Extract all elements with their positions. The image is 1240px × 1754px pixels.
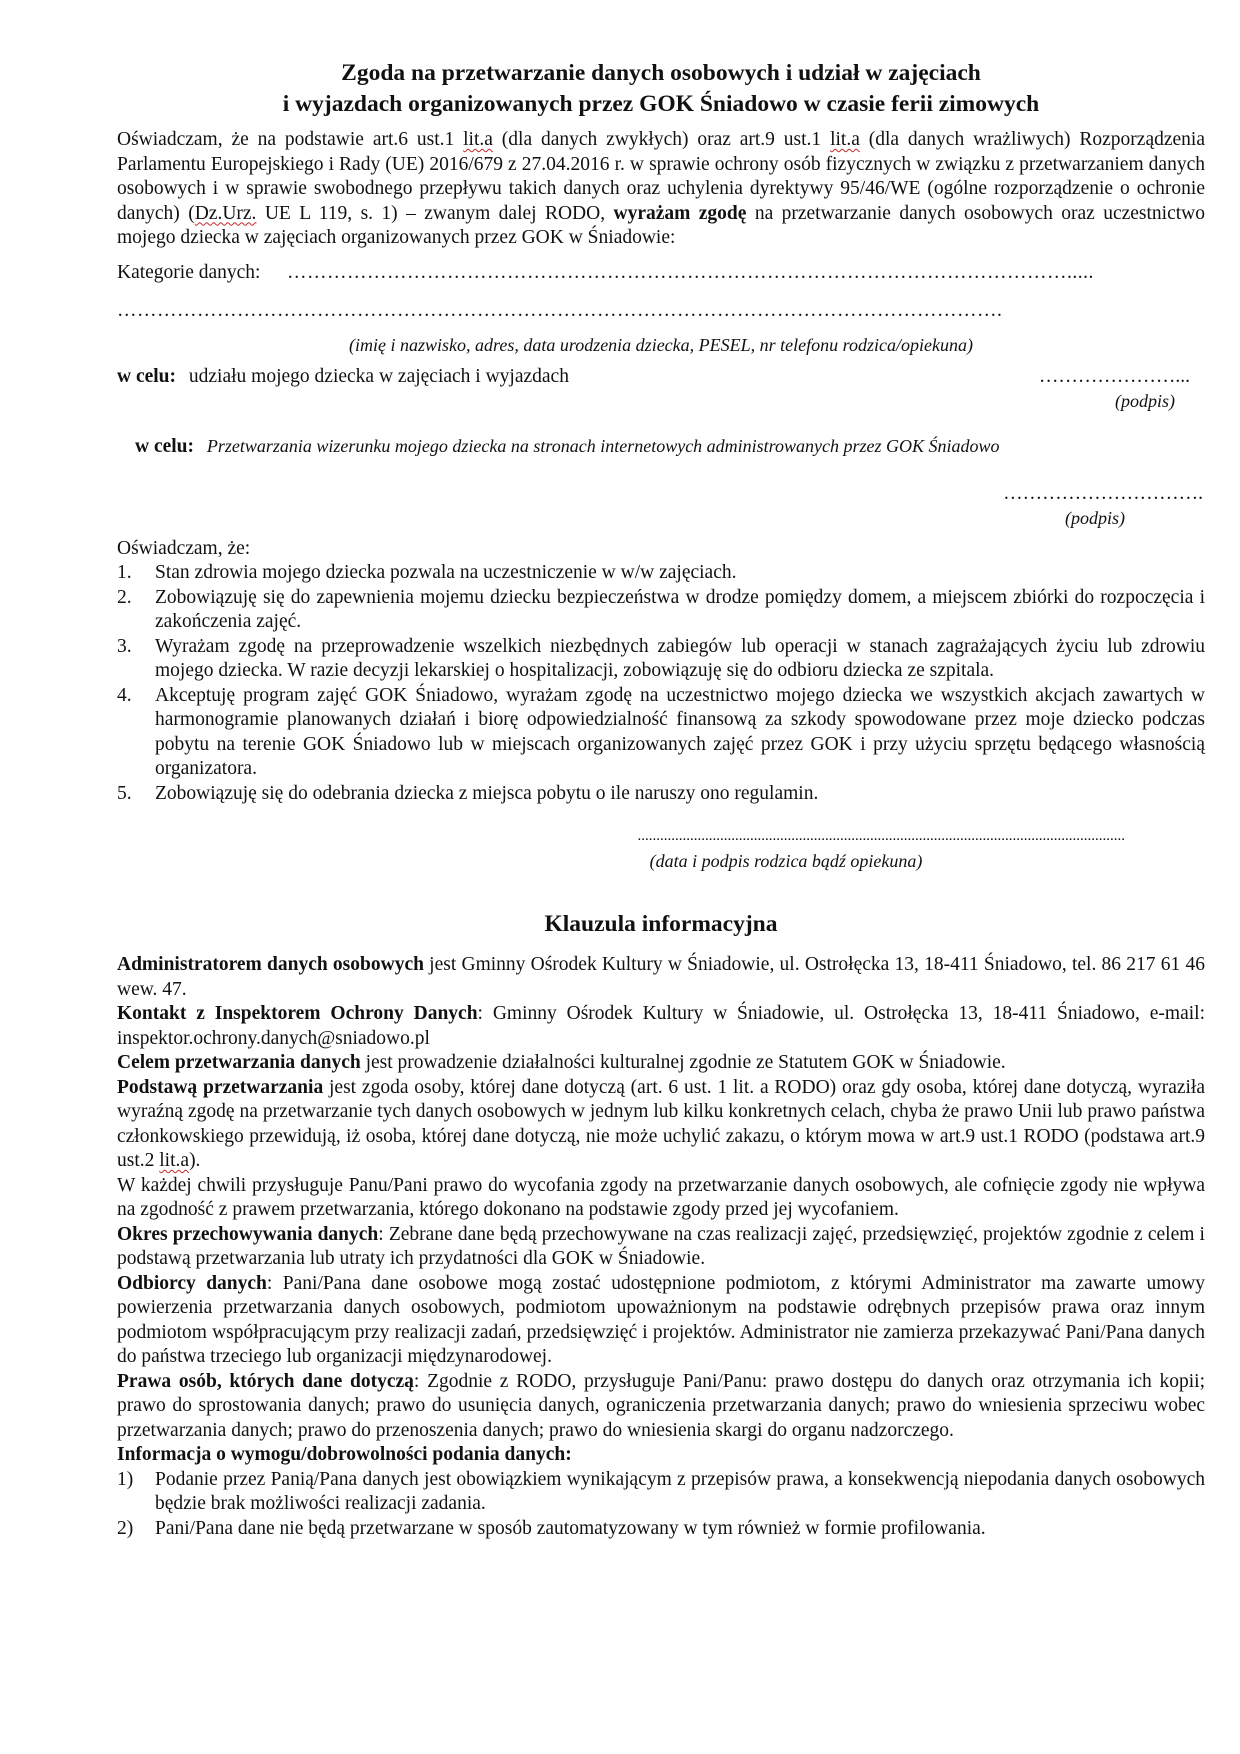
- categories-dots-2[interactable]: …………………………………………………………………………………………………………………….: [117, 299, 1003, 321]
- declaration-item-number: 3.: [117, 635, 132, 657]
- clause-basis-end: ).: [189, 1150, 201, 1171]
- info-item-number: 1): [117, 1468, 134, 1490]
- declaration-item: [117, 635, 1205, 684]
- categories-row-2: [117, 299, 1205, 323]
- purpose-1-signature-label: (podpis): [1115, 391, 1175, 411]
- declaration-item: [117, 684, 1205, 782]
- clause-iod-bold: Kontakt z Inspektorem Ochrony Danych: [117, 1003, 478, 1024]
- declaration-list: [117, 561, 1205, 806]
- declaration-item-text: Zobowiązuję się do odebrania dziecka z miejsca pobytu o ile naruszy ono regulamin.: [155, 782, 819, 804]
- clause-rights-bold: Prawa osób, których dane dotyczą: [117, 1370, 414, 1392]
- clause-basis-bold: Podstawą przetwarzania: [117, 1076, 324, 1098]
- declaration-item: [117, 561, 1205, 586]
- purpose-1-row: [117, 365, 1205, 389]
- clause-recipients-text: : Pani/Pana dane osobowe mogą zostać udostępnione podmiotom, z którymi Administrator ma zawarte umowy powierzenia przetwarzania danych osobowych, podmiotom upoważnionym na podstawie odrębnych przepisów prawa oraz innym podmiotom współpracującym przy realizacji zadań, przedsięwzięć i projektów. Administrator nie zamierza przekazywać Pani/Pana danych do państwa trzeciego lub organizacji międzynarodowej.: [117, 1272, 1205, 1367]
- purpose-2-signature-label: (podpis): [1065, 508, 1125, 528]
- info-item: [117, 1468, 1205, 1517]
- clause-recipients: [117, 1272, 1205, 1370]
- clause-basis: [117, 1076, 1205, 1174]
- purpose-2-text: Przetwarzania wizerunku mojego dziecka na stronach internetowych administrowanych przez GOK Śniadowo: [206, 435, 1000, 456]
- consent-lit-2: lit.a: [830, 129, 860, 150]
- consent-text-b: (dla danych zwykłych) oraz art.9 ust.1: [492, 129, 831, 150]
- parent-signature-field[interactable]: ..................................................................................................................................: [637, 828, 1125, 844]
- clause-basis-lit: lit.a: [159, 1150, 190, 1171]
- info-item-number: 2): [117, 1517, 134, 1539]
- clause-info-heading: [117, 1443, 1205, 1468]
- consent-dzurz: Dz.Urz.: [194, 202, 257, 224]
- categories-label: Kategorie danych:: [117, 261, 261, 283]
- purpose-1-label: w celu:: [117, 366, 177, 387]
- declaration-item-number: 4.: [117, 684, 132, 706]
- consent-paragraph: [117, 128, 1205, 251]
- declaration-item-text: Wyrażam zgodę na przeprowadzenie wszelkich niezbędnych zabiegów lub operacji w stanach zagrażających życiu lub zdrowiu mojego dziecka. W razie decyzji lekarskiej o hospitalizacji, zobowiązuję się do odbioru dziecka ze szpitala.: [155, 635, 1205, 681]
- declaration-item-number: 2.: [117, 586, 132, 608]
- purpose-2-signature-field[interactable]: ………………………….: [1003, 482, 1203, 504]
- purpose-2-row: [117, 434, 1205, 458]
- categories-dots[interactable]: ……………………………………………………………………………………………………….....: [287, 261, 1094, 283]
- declaration-item: [117, 782, 1205, 807]
- info-list: [117, 1468, 1205, 1542]
- info-item: [117, 1517, 1205, 1542]
- clause-basis-text: jest zgoda osoby, której dane dotyczą (art. 6 ust. 1 lit. a RODO) oraz gdy osoba, której dane dotyczą, wyraziła wyraźną zgodę na przetwarzanie tych danych osobowych w jednym lub kilku konkretnych celach, chyba że prawo Unii lub prawo państwa członkowskiego przewidują, iż osoba, której dane dotyczą, nie może uchylić zakazu, o którym mowa w art.9 ust.1 RODO (podstawa art.9 ust.2: [117, 1076, 1205, 1171]
- document-page: [117, 58, 1205, 1541]
- consent-bold-agree: wyrażam zgodę: [613, 202, 747, 224]
- clause-period-text: : Zebrane dane będą przechowywane na czas realizacji zajęć, przedsięwzięć, projektów zgodnie z celem i podstawą przetwarzania lub utraty ich przydatności dla GOK w Śniadowie.: [117, 1223, 1205, 1269]
- purpose-1-signature-field[interactable]: …………………...: [1038, 366, 1190, 387]
- clause-iod-text: : Gminny Ośrodek Kultury w Śniadowie, ul. Ostrołęcka 13, 18-411 Śniadowo, e-mail: inspektor.ochrony.danych@sniadowo.pl: [117, 1003, 1205, 1049]
- purpose-1-text: udziału mojego dziecka w zajęciach i wyjazdach: [188, 366, 569, 387]
- declaration-item-text: Stan zdrowia mojego dziecka pozwala na uczestniczenie w w/w zajęciach.: [155, 562, 737, 583]
- consent-text-c: (dla danych wrażliwych) Rozporządzenia Parlamentu Europejskiego i Rady (UE) 2016/679 z 27.04.2016 r. w sprawie ochrony osób fizycznych w związku z przetwarzaniem danych osobowych i w sprawie swobodnego przepływu takich danych oraz uchylenia dyrektywy 95/46/WE (ogólne rozporządzenie o ochronie danych) (: [117, 129, 1205, 224]
- declaration-item-number: 1.: [117, 562, 132, 583]
- clause-info-bold: Informacja o wymogu/dobrowolności podania danych:: [117, 1444, 572, 1465]
- parent-signature-label: (data i podpis rodzica bądź opiekuna): [649, 850, 923, 871]
- declaration-item: [117, 586, 1205, 635]
- title-line-2: i wyjazdach organizowanych przez GOK Śniadowo w czasie ferii zimowych: [282, 91, 1040, 117]
- document-title: [117, 58, 1205, 120]
- declaration-item-text: Akceptuję program zajęć GOK Śniadowo, wyrażam zgodę na uczestnictwo mojego dziecka we wszystkich akcjach zawartych w harmonogramie planowanych działań i biorę odpowiedzialność finansową za szkody spowodowane przez moje dziecko podczas pobytu na terenie GOK Śniadowo lub w miejscach organizowanych zajęć przez GOK i przy użyciu sprzętu będącego własnością organizatora.: [155, 684, 1205, 779]
- title-line-1: Zgoda na przetwarzanie danych osobowych i udział w zajęciach: [341, 60, 981, 86]
- consent-lit-1: lit.a: [463, 129, 493, 150]
- clause-admin: [117, 953, 1205, 1002]
- consent-text-d: UE L 119, s. 1) – zwanym dalej RODO,: [256, 202, 614, 224]
- clause-purpose-text: jest prowadzenie działalności kulturalnej zgodnie ze Statutem GOK w Śniadowie.: [360, 1052, 1006, 1073]
- clause-period-bold: Okres przechowywania danych: [117, 1223, 379, 1245]
- clause-admin-text: jest Gminny Ośrodek Kultury w Śniadowie, ul. Ostrołęcka 13, 18-411 Śniadowo, tel. 86 217 61 46 wew. 47.: [117, 954, 1205, 1000]
- info-item-text: Pani/Pana dane nie będą przetwarzane w sposób zautomatyzowany w tym również w formie profilowania.: [155, 1517, 986, 1539]
- clause-purpose-bold: Celem przetwarzania danych: [117, 1052, 361, 1073]
- consent-text-a: Oświadczam, że na podstawie art.6 ust.1: [117, 129, 464, 150]
- declaration-item-number: 5.: [117, 782, 132, 804]
- consent-text-e: na przetwarzanie danych osobowych oraz uczestnictwo mojego dziecka w zajęciach organizowanych przez GOK w Śniadowie:: [117, 202, 1206, 248]
- clause-admin-bold: Administratorem danych osobowych: [117, 954, 424, 975]
- clause-recipients-bold: Odbiorcy danych: [117, 1272, 267, 1294]
- categories-row: [117, 261, 1205, 285]
- declaration-item-text: Zobowiązuję się do zapewnienia mojemu dziecku bezpieczeństwa w drodze pomiędzy domem, a miejscem zbiórki do rozpoczęcia i zakończenia zajęć.: [155, 586, 1205, 632]
- clause-iod: [117, 1002, 1205, 1051]
- clause-rights-text: : Zgodnie z RODO, przysługuje Pani/Panu: prawo dostępu do danych oraz otrzymania ich kopii; prawo do sprostowania danych; prawo do usunięcia danych, ograniczenia przetwarzania danych; prawo do wniesienia sprzeciwu wobec przetwarzania danych; prawo do przenoszenia danych; prawo do wniesienia skargi do organu nadzorczego.: [117, 1370, 1205, 1441]
- categories-hint: (imię i nazwisko, adres, data urodzenia dziecka, PESEL, nr telefonu rodzica/opiekuna): [349, 334, 973, 355]
- clause-title: Klauzula informacyjna: [544, 911, 778, 937]
- clause-period: [117, 1223, 1205, 1272]
- info-item-text: Podanie przez Panią/Pana danych jest obowiązkiem wynikającym z przepisów prawa, a konsekwencją niepodania danych osobowych będzie brak możliwości realizacji zadania.: [155, 1468, 1205, 1514]
- clause-withdraw: W każdej chwili przysługuje Panu/Pani prawo do wycofania zgody na przetwarzanie danych osobowych, ale cofnięcie zgody nie wpływa na zgodność z prawem przetwarzania, którego dokonano na podstawie zgody przed jej wycofaniem.: [117, 1174, 1205, 1220]
- purpose-2-label: w celu:: [135, 435, 195, 457]
- clause-rights: [117, 1370, 1205, 1444]
- clause-purpose: [117, 1051, 1205, 1076]
- declaration-intro: Oświadczam, że:: [117, 537, 251, 559]
